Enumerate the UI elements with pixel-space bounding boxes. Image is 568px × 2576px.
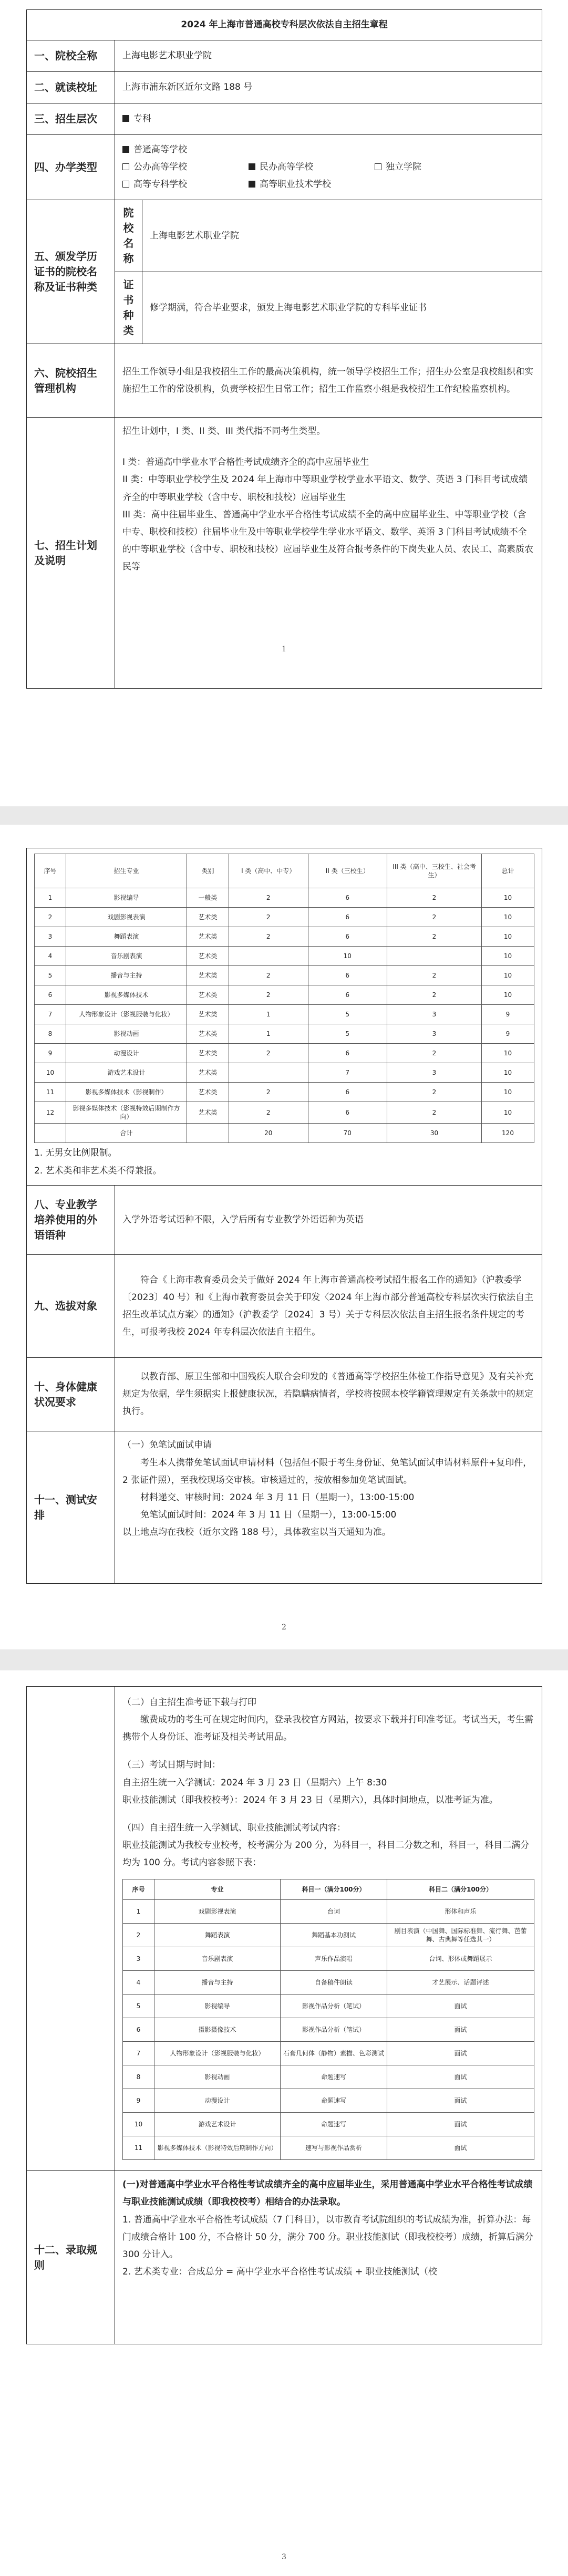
- plan-table-cell: 5: [308, 1005, 387, 1024]
- section-8-label: 八、专业教学培养使用的外语语种: [27, 1186, 115, 1255]
- plan-table-cell: 艺术类: [187, 1005, 229, 1024]
- plan-header: 类别: [187, 854, 229, 888]
- exam-table-row: [123, 1971, 534, 1995]
- plan-table-cell: 2: [387, 985, 482, 1005]
- plan-table-cell: 10: [482, 908, 534, 927]
- charter-table-page-3: [26, 1686, 542, 2344]
- plan-table-cell: 10: [482, 1102, 534, 1124]
- exam-table-row: [123, 2136, 534, 2160]
- plan-table-cell: 8: [35, 1024, 66, 1044]
- plan-table-row: [35, 1083, 534, 1102]
- plan-table-cell: 2: [387, 1044, 482, 1063]
- charter-table-page-2: [26, 848, 542, 1584]
- plan-table-row: [35, 1024, 534, 1044]
- plan-table-cell: [187, 1124, 229, 1143]
- plan-table-cell: 艺术类: [187, 1102, 229, 1124]
- exam-table-cell: 命题速写: [281, 2113, 387, 2136]
- exam-table-row: [123, 2042, 534, 2065]
- plan-line: III 类：高中往届毕业生、普通高中学业水平合格性考试成绩不全的高中应届毕业生、中等职业学校（含中专、职校和技校）往届毕业生及中等职业学校学生学业水平语文、数学、英语 3 门科目考试成绩不全的中等职业学校（含中专、职校和技校）应届毕业生及符合报考条件的下岗失业人员、农民工、高素质农民等: [122, 509, 533, 573]
- exam-table-cell: 舞蹈基本功测试: [281, 1924, 387, 1947]
- exam-table-cell: 台词: [281, 1900, 387, 1924]
- campus-address: 上海市浦东新区近尔文路 188 号: [115, 72, 542, 103]
- plan-table-cell: 1: [35, 888, 66, 908]
- plan-table-cell: 2: [387, 1102, 482, 1124]
- plan-table-row: [35, 1005, 534, 1024]
- subsection-text: 自主招生统一入学测试：2024 年 3 月 23 日（星期六）上午 8:30: [122, 1777, 387, 1788]
- plan-table-cell: 2: [229, 985, 308, 1005]
- exam-table-cell: 速写与影视作品赏析: [281, 2136, 387, 2160]
- exam-table-cell: 6: [123, 2018, 154, 2042]
- plan-table-row: [35, 1102, 534, 1124]
- exam-table-row: [123, 1995, 534, 2018]
- institution-name-sublabel: 院校名称: [115, 200, 142, 272]
- plan-table-cell: 艺术类: [187, 966, 229, 985]
- plan-table-cell: 艺术类: [187, 1083, 229, 1102]
- plan-table-cell: 动漫设计: [66, 1044, 187, 1063]
- plan-table-cell: 2: [229, 908, 308, 927]
- section-1-label: 一、院校全称: [27, 40, 115, 72]
- plan-table-row: [35, 947, 534, 966]
- section-11-label-continued: [27, 1687, 115, 2171]
- plan-table-cell: 7: [35, 1005, 66, 1024]
- plan-table-cell: 艺术类: [187, 1024, 229, 1044]
- test-schedule-part-2: [115, 1687, 542, 2171]
- exam-table-cell: 2: [123, 1924, 154, 1947]
- exam-table-row: [123, 1900, 534, 1924]
- charter-table-page-1: [26, 9, 542, 689]
- plan-table-cell: 5: [308, 1024, 387, 1044]
- plan-table-cell: 10: [482, 927, 534, 947]
- exam-table-cell: 7: [123, 2042, 154, 2065]
- exam-table-cell: 影视动画: [154, 2065, 281, 2089]
- page-number: 2: [282, 1623, 286, 1632]
- checkbox-checked: [249, 181, 255, 188]
- plan-table-cell: 4: [35, 947, 66, 966]
- exam-table-cell: 面试: [387, 2136, 534, 2160]
- section-5-label: 五、颁发学历证书的院校名称及证书种类: [27, 200, 115, 344]
- plan-header: II 类（三校生）: [308, 854, 387, 888]
- school-type-option: 高等职业技术学校: [249, 176, 375, 193]
- exam-header: 科目一（满分100分）: [281, 1879, 387, 1900]
- plan-table-row: [35, 1124, 534, 1143]
- page-3: [0, 1670, 568, 2576]
- plan-table-cell: 9: [482, 1005, 534, 1024]
- exam-table-row: [123, 2089, 534, 2113]
- section-12-label: 十二、录取规则: [27, 2171, 115, 2344]
- plan-table-cell: 2: [387, 966, 482, 985]
- plan-table-cell: 影视多媒体技术（影视特效后期制作方向）: [66, 1102, 187, 1124]
- section-7-label: 七、招生计划及说明: [27, 418, 115, 689]
- school-type-option: 独立学院: [375, 159, 501, 176]
- exam-table-cell: 8: [123, 2065, 154, 2089]
- section-6-label: 六、院校招生管理机构: [27, 344, 115, 418]
- exam-table-cell: 面试: [387, 2089, 534, 2113]
- test-schedule-part-1: [115, 1431, 542, 1584]
- plan-table-row: [35, 966, 534, 985]
- enrollment-plan-cell: [27, 848, 542, 1186]
- checkbox-unchecked: [122, 163, 129, 170]
- plan-header: 招生专业: [66, 854, 187, 888]
- eligible-applicants: 符合《上海市教育委员会关于做好 2024 年上海市普通高校考试招生报名工作的通知》（沪教委学〔2023〕40 号）和《上海市教育委员会关于印发〈2024 年上海市部分普通高校专科层次实行依法自主招生改革试点方案〉的通知》（沪教委学〔2024〕3 号）关于专科层次依法自主招生报名条件规定的考生，可报考我校 2024 年专科层次依法自主招生。: [115, 1255, 542, 1358]
- subsection-text: 免笔试面试时间：2024 年 3 月 11 日（星期一），13:00-15:00: [140, 1509, 397, 1520]
- school-type-option: 民办高等学校: [249, 159, 375, 176]
- exam-table-cell: 3: [123, 1947, 154, 1971]
- checkbox-checked: [249, 163, 255, 170]
- plan-table-cell: 1: [229, 1005, 308, 1024]
- plan-table-cell: 艺术类: [187, 1063, 229, 1083]
- plan-table-cell: 戏剧影视表演: [66, 908, 187, 927]
- plan-table-cell: 6: [308, 888, 387, 908]
- exam-table-cell: 舞蹈表演: [154, 1924, 281, 1947]
- plan-table-row: [35, 985, 534, 1005]
- plan-table-cell: 10: [482, 1063, 534, 1083]
- certificate-type: 修学期满，符合毕业要求，颁发上海电影艺术职业学院的专科毕业证书: [142, 272, 542, 344]
- admission-rule-text: 1. 普通高中学业水平合格性考试成绩（7 门科目），以市教育考试院组织的考试成绩为准，折算办法：每门成绩合格计 100 分，不合格计 50 分，满分 700 分。职业技能测试（即我校校考）成绩，折算后满分 300 分计入。: [122, 2214, 533, 2260]
- plan-table-cell: 2: [387, 1083, 482, 1102]
- exam-table-cell: 自备稿件朗读: [281, 1971, 387, 1995]
- plan-table-cell: 10: [482, 1044, 534, 1063]
- exam-header: 专业: [154, 1879, 281, 1900]
- plan-table-cell: 艺术类: [187, 947, 229, 966]
- plan-table-cell: 2: [229, 927, 308, 947]
- plan-table-cell: 2: [35, 908, 66, 927]
- document-title: 2024 年上海市普通高校专科层次依法自主招生章程: [27, 10, 542, 40]
- section-9-label: 九、选拔对象: [27, 1255, 115, 1358]
- school-type-option: 高等专科学校: [122, 176, 249, 193]
- plan-header: 序号: [35, 854, 66, 888]
- exam-table-cell: 5: [123, 1995, 154, 2018]
- exam-table-cell: 11: [123, 2136, 154, 2160]
- exam-table-cell: 音乐剧表演: [154, 1947, 281, 1971]
- school-type-option: 普通高等学校: [122, 141, 534, 159]
- exam-table-cell: 1: [123, 1900, 154, 1924]
- checkbox-checked: [122, 146, 129, 153]
- checkbox-unchecked: [375, 163, 381, 170]
- subsection-text: 职业技能测试（即我校校考）：2024 年 3 月 23 日（星期六），具体时间地点，以准考证为准。: [122, 1794, 498, 1805]
- section-3-label: 三、招生层次: [27, 103, 115, 135]
- plan-table-cell: 6: [308, 1083, 387, 1102]
- exam-table-row: [123, 2113, 534, 2136]
- exam-table-cell: 石膏几何体（静物）素描、色彩测试: [281, 2042, 387, 2065]
- plan-table-row: [35, 927, 534, 947]
- plan-header: 总计: [482, 854, 534, 888]
- plan-table-cell: 游戏艺术设计: [66, 1063, 187, 1083]
- exam-table-cell: 戏剧影视表演: [154, 1900, 281, 1924]
- school-type-option: 公办高等学校: [122, 159, 249, 176]
- plan-table-row: [35, 1063, 534, 1083]
- exam-table-cell: 影视作品分析（笔试）: [281, 2018, 387, 2042]
- plan-table-cell: 10: [482, 966, 534, 985]
- plan-header: III 类（高中、三校生、社会考生）: [387, 854, 482, 888]
- plan-line: II 类：中等职业学校学生及 2024 年上海市中等职业学校学业水平语文、数学、英语 3 门科目考试成绩齐全的中等职业学校（含中专、职校和技校）应届毕业生: [122, 474, 528, 503]
- checkbox-checked: [122, 115, 129, 122]
- plan-header: I 类（高中、中专）: [229, 854, 308, 888]
- page-1: [0, 0, 568, 806]
- plan-table-cell: 6: [308, 985, 387, 1005]
- plan-table-cell: [387, 947, 482, 966]
- plan-table-cell: 2: [387, 888, 482, 908]
- plan-table-cell: 70: [308, 1124, 387, 1143]
- exam-table-cell: 影视作品分析（笔试）: [281, 1995, 387, 2018]
- plan-table-cell: 5: [35, 966, 66, 985]
- school-type-options: [115, 135, 542, 200]
- plan-table-cell: 6: [308, 1102, 387, 1124]
- plan-table-cell: 10: [482, 1083, 534, 1102]
- plan-table-cell: 艺术类: [187, 908, 229, 927]
- plan-table-cell: 12: [35, 1102, 66, 1124]
- exam-table-cell: 面试: [387, 2018, 534, 2042]
- plan-table-cell: 影视编导: [66, 888, 187, 908]
- plan-table-cell: 2: [229, 1083, 308, 1102]
- plan-table-cell: 舞蹈表演: [66, 927, 187, 947]
- subsection-text: 以上地点均在我校（近尔文路 188 号），具体教室以当天通知为准。: [122, 1527, 391, 1538]
- plan-note: 2. 艺术类和非艺术类不得兼报。: [34, 1166, 162, 1177]
- page-number: 1: [282, 645, 286, 653]
- health-requirements: 以教育部、原卫生部和中国残疾人联合会印发的《普通高等学校招生体检工作指导意见》及有关补充规定为依据，学生须据实上报健康状况，若隐瞒病情者，学校将按照本校学籍管理规定有关条款中的规定执行。: [115, 1358, 542, 1431]
- exam-table-row: [123, 1924, 534, 1947]
- exam-table-cell: 面试: [387, 2113, 534, 2136]
- exam-content-table: [122, 1879, 534, 2160]
- plan-table-cell: 9: [482, 1024, 534, 1044]
- exam-table-cell: 游戏艺术设计: [154, 2113, 281, 2136]
- subsection-heading: （四）自主招生统一入学测试、职业技能测试考试内容：: [122, 1822, 346, 1833]
- plan-table-cell: 10: [482, 947, 534, 966]
- plan-table-cell: 120: [482, 1124, 534, 1143]
- exam-table-cell: 面试: [387, 2065, 534, 2089]
- plan-note: 1. 无男女比例限制。: [34, 1148, 117, 1159]
- plan-table-cell: 6: [308, 927, 387, 947]
- admission-rule-heading: (一)对普通高中学业水平合格性考试成绩齐全的高中应届毕业生，采用普通高中学业水平合格性考试成绩与职业技能测试成绩（即我校校考）相结合的办法录取。: [122, 2179, 533, 2208]
- plan-table-cell: [229, 947, 308, 966]
- exam-table-cell: 10: [123, 2113, 154, 2136]
- section-10-label: 十、身体健康状况要求: [27, 1358, 115, 1431]
- exam-header: 科目二（满分100分）: [387, 1879, 534, 1900]
- page-number: 3: [282, 2553, 286, 2561]
- admissions-authority: 招生工作领导小组是我校招生工作的最高决策机构，统一领导学校招生工作；招生办公室是我校组织和实施招生工作的常设机构，负责学校招生日常工作；招生工作监察小组是我校招生工作纪检监察机构。: [115, 344, 542, 418]
- exam-table-cell: 播音与主持: [154, 1971, 281, 1995]
- plan-table-cell: 1: [229, 1024, 308, 1044]
- plan-table-cell: 30: [387, 1124, 482, 1143]
- exam-table-cell: 9: [123, 2089, 154, 2113]
- plan-table-cell: 3: [387, 1005, 482, 1024]
- plan-table-cell: 6: [308, 1044, 387, 1063]
- plan-table-cell: 7: [308, 1063, 387, 1083]
- plan-line: I 类：普通高中学业水平合格性考试成绩齐全的高中应届毕业生: [122, 457, 369, 468]
- exam-table-cell: 声乐作品演唱: [281, 1947, 387, 1971]
- plan-table-cell: 2: [387, 908, 482, 927]
- plan-table-cell: [229, 1063, 308, 1083]
- plan-table-cell: 2: [229, 966, 308, 985]
- enrollment-plan-table: [34, 854, 534, 1143]
- subsection-text: 材料递交、审核时间：2024 年 3 月 11 日（星期一），13:00-15:00: [140, 1492, 415, 1503]
- exam-table-row: [123, 1947, 534, 1971]
- exam-table-cell: 摄影摄像技术: [154, 2018, 281, 2042]
- plan-table-cell: [35, 1124, 66, 1143]
- plan-table-row: [35, 1044, 534, 1063]
- enrollment-level-text: 专科: [133, 113, 151, 124]
- plan-table-cell: 3: [387, 1063, 482, 1083]
- subsection-text: 缴费成功的考生可在规定时间内，登录我校官方网站，按要求下载并打印准考证。考试当天，考生需携带个人身份证、准考证及相关考试用品。: [122, 1715, 533, 1743]
- page-2: [0, 825, 568, 1649]
- plan-table-cell: 10: [482, 888, 534, 908]
- exam-table-cell: 才艺展示、话题评述: [387, 1971, 534, 1995]
- plan-table-cell: 艺术类: [187, 1044, 229, 1063]
- exam-table-cell: 影视多媒体技术（影视特效后期制作方向）: [154, 2136, 281, 2160]
- admission-rules: [115, 2171, 542, 2344]
- exam-table-cell: 4: [123, 1971, 154, 1995]
- exam-table-row: [123, 2018, 534, 2042]
- exam-table-cell: 台词、形体或舞蹈展示: [387, 1947, 534, 1971]
- checkbox-unchecked: [122, 181, 129, 188]
- plan-table-cell: 音乐剧表演: [66, 947, 187, 966]
- section-4-label: 四、办学类型: [27, 135, 115, 200]
- plan-table-cell: 2: [229, 1044, 308, 1063]
- plan-table-cell: 6: [308, 966, 387, 985]
- plan-line: 招生计划中，I 类、II 类、III 类代指不同考生类型。: [122, 426, 326, 437]
- subsection-heading: （三）考试日期与时间：: [122, 1760, 221, 1771]
- section-11-label: 十一、测试安排: [27, 1431, 115, 1584]
- foreign-language: 入学外语考试语种不限，入学后所有专业教学外语语种为英语: [115, 1186, 542, 1255]
- exam-table-cell: 形体和声乐: [387, 1900, 534, 1924]
- exam-table-cell: 人物形象设计（影视服装与化妆）: [154, 2042, 281, 2065]
- plan-table-cell: 3: [387, 1024, 482, 1044]
- certificate-institution: 上海电影艺术职业学院: [142, 200, 542, 272]
- exam-table-cell: 命题速写: [281, 2089, 387, 2113]
- plan-table-cell: 6: [35, 985, 66, 1005]
- plan-table-cell: 3: [35, 927, 66, 947]
- plan-table-cell: 2: [229, 1102, 308, 1124]
- plan-table-cell: 20: [229, 1124, 308, 1143]
- section-2-label: 二、就读校址: [27, 72, 115, 103]
- certificate-type-sublabel: 证书种类: [115, 272, 142, 344]
- exam-table-cell: 影视编导: [154, 1995, 281, 2018]
- exam-table-cell: 面试: [387, 1995, 534, 2018]
- exam-table-row: [123, 2065, 534, 2089]
- plan-table-cell: 6: [308, 908, 387, 927]
- institution-name: 上海电影艺术职业学院: [115, 40, 542, 72]
- exam-table-cell: 命题速写: [281, 2065, 387, 2089]
- plan-table-row: [35, 888, 534, 908]
- enrollment-level: [115, 103, 542, 135]
- plan-table-cell: 影视动画: [66, 1024, 187, 1044]
- subsection-heading: （一）免笔试面试申请: [122, 1440, 212, 1451]
- exam-table-cell: 动漫设计: [154, 2089, 281, 2113]
- exam-header: 序号: [123, 1879, 154, 1900]
- plan-table-cell: 2: [387, 927, 482, 947]
- exam-table-cell: 面试: [387, 2042, 534, 2065]
- plan-table-cell: 影视多媒体技术（影视制作）: [66, 1083, 187, 1102]
- plan-table-cell: 人物形象设计（影视服装与化妆）: [66, 1005, 187, 1024]
- plan-table-cell: 影视多媒体技术: [66, 985, 187, 1005]
- plan-table-cell: 艺术类: [187, 985, 229, 1005]
- plan-table-cell: 10: [35, 1063, 66, 1083]
- subsection-text: 考生本人携带免笔试面试申请材料（包括但不限于考生身份证、免笔试面试申请材料原件+复印件，2 张证件照），至我校现场交审核。审核通过的，按放相参加免笔试面试。: [122, 1457, 532, 1486]
- plan-table-cell: 播音与主持: [66, 966, 187, 985]
- exam-table-cell: 剧目表演（中国舞、国际标准舞、流行舞、芭蕾舞、古典舞等任选其一）: [387, 1924, 534, 1947]
- plan-table-cell: 11: [35, 1083, 66, 1102]
- plan-table-cell: 艺术类: [187, 927, 229, 947]
- plan-table-cell: 一般类: [187, 888, 229, 908]
- plan-table-cell: 10: [308, 947, 387, 966]
- plan-table-cell: 10: [482, 985, 534, 1005]
- subsection-heading: （二）自主招生准考证下载与打印: [122, 1697, 256, 1708]
- plan-table-cell: 9: [35, 1044, 66, 1063]
- plan-table-cell: 2: [229, 888, 308, 908]
- plan-table-cell: 合计: [66, 1124, 187, 1143]
- admission-rule-text: 2. 艺术类专业：合成总分 = 高中学业水平合格性考试成绩 + 职业技能测试（校: [122, 2266, 437, 2277]
- plan-table-row: [35, 908, 534, 927]
- subsection-text: 职业技能测试为我校专业校考，校考满分为 200 分，为科目一，科目二分数之和，科目一，科目二满分均为 100 分。考试内容参照下表：: [122, 1840, 530, 1868]
